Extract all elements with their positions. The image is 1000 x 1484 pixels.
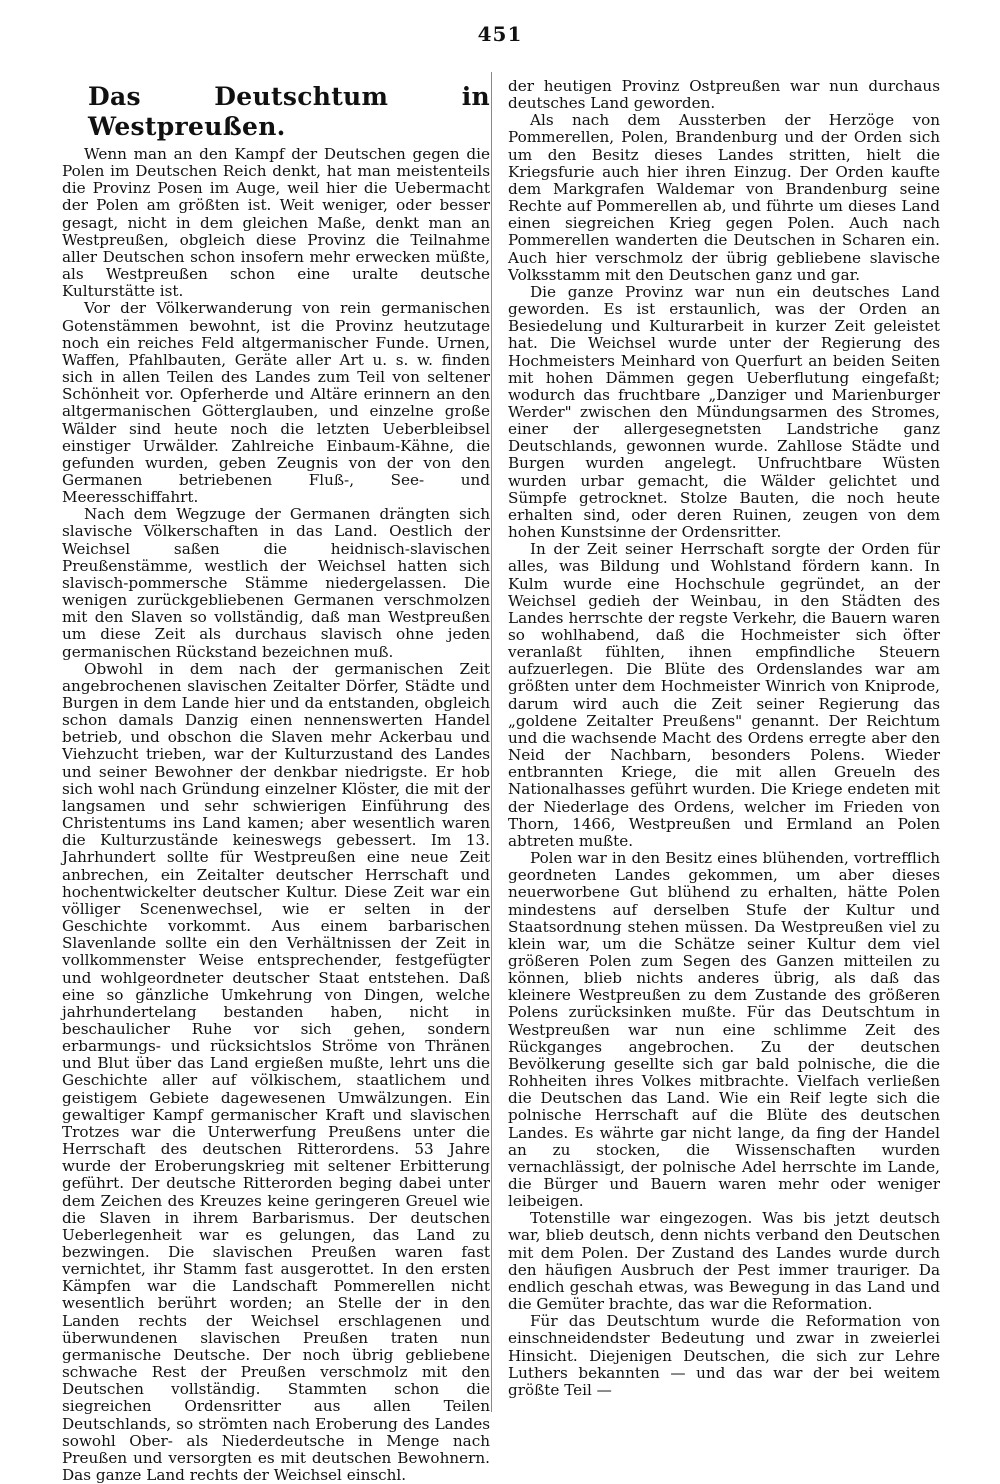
column-divider (491, 72, 492, 1412)
paragraph: In der Zeit seiner Herrschaft sorgte der Orden für alles, was Bildung und Wohlstand fördern kann. In Kulm wurde eine Hochschule gegründet, an der Weichsel gedieh der Weinbau, in den Städten des Landes herrschte der regste Verkehr, die Bauern waren so wohlhabend, daß die Hochmeister sich öfter veranlaßt fühlten, ihnen empfindliche Steuern aufzuerlegen. Die Blüte des Ordenslandes war am größten unter dem Hochmeister Winrich von Kniprode, darum wird auch die Zeit seiner Regierung das „goldene Zeitalter Preußens" genannt. Der Reichtum und die wachsende Macht des Ordens erregte aber den Neid der Nachbarn, besonders Polens. Wieder entbrannten Kriege, die mit allen Greueln des Nationalhasses geführt wurden. Die Kriege endeten mit der Niederlage des Ordens, welcher im Frieden von Thorn, 1466, Westpreußen und Ermland an Polen abtreten mußte. (508, 540, 940, 850)
paragraph: Obwohl in dem nach der germanischen Zeit angebrochenen slavischen Zeitalter Dörfer, Städte und Burgen in dem Lande hier und da entstanden, obgleich schon damals Danzig einen nennenswerten Handel betrieb, und obschon die Slaven mehr Ackerbau und Viehzucht trieben, war der Kulturzustand des Landes und seiner Bewohner der denkbar niedrigste. Er hob sich wohl nach Gründung einzelner Klöster, die mit der langsamen und sehr schwierigen Einführung des Christentums ins Land kamen; aber wesentlich waren die Kulturzustände keineswegs gebessert. Im 13. Jahrhundert sollte für Westpreußen eine neue Zeit anbrechen, ein Zeitalter deutscher Herrschaft und hochentwickelter deutscher Kultur. Diese Zeit war ein völliger Scenenwechsel, wie er selten in der Geschichte vorkommt. Aus einem barbarischen Slavenlande sollte ein den Verhältnissen der Zeit in vollkommenster Weise entsprechender, festgefügter und wohlgeordneter deutscher Staat entstehen. Daß eine so gänzliche Umkehrung von Dingen, welche jahrhundertelang bestanden haben, nicht in beschaulicher Ruhe vor sich gehen, sondern erbarmungs- und rücksichtslos Ströme von Thränen und Blut über das Land ergießen mußte, lehrt uns die Geschichte aller auf völkischem, staatlichem und geistigem Gebiete dagewesenen Umwälzungen. Ein gewaltiger Kampf germanischer Kraft und slavischen Trotzes war die Unterwerfung Preußens unter die Herrschaft des deutschen Ritterordens. 53 Jahre wurde der Eroberungskrieg mit seltener Erbitterung geführt. Der deutsche Ritterorden beging dabei unter dem Zeichen des Kreuzes keine geringeren Greuel wie die Slaven in ihrem Barbarismus. Der deutschen Ueberlegenheit war es gelungen, das Land zu bezwingen. Die slavischen Preußen waren fast vernichtet, ihr Stamm fast ausgerottet. In den ersten Kämpfen war die Landschaft Pommerellen nicht wesentlich berührt worden; an Stelle der in den Landen rechts der Weichsel erschlagenen und überwundenen slavischen Preußen traten nun germanische Deutsche. Der noch übrig gebliebene schwache Rest der Preußen verschmolz mit den Deutschen vollständig. Stammten schon die siegreichen Ordensritter aus allen Teilen Deutschlands, so strömten nach Eroberung des Landes sowohl Ober- als Niederdeutsche in Menge nach Preußen und versorgten es mit deutschen Bewohnern. Das ganze Land rechts der Weichsel einschl. (62, 659, 490, 1484)
paragraph: Polen war in den Besitz eines blühenden, vortrefflich geordneten Landes gekommen, um aber dieses neuerworbene Gut blühend zu erhalten, hätte Polen mindestens auf derselben Stufe der Kultur und Staatsordnung stehen müssen. Da Westpreußen viel zu klein war, um die Schätze seiner Kultur dem viel größeren Polen zum Segen des Ganzen mitteilen zu können, blieb nichts anderes übrig, als daß das kleinere Westpreußen zu dem Zustande des größeren Polens zurücksinken mußte. Für das Deutschtum in Westpreußen war nun eine schlimme Zeit des Rückganges angebrochen. Zu der deutschen Bevölkerung gesellte sich gar bald polnische, die die Rohheiten ihres Volkes mitbrachte. Vielfach verließen die Deutschen das Land. Wie ein Reif legte sich die polnische Herrschaft auf die Blüte des deutschen Landes. Es währte gar nicht lange, da fing der Handel an zu stocken, die Wissenschaften wurden vernachlässigt, der polnische Adel herrschte im Lande, die Bürger und Bauern waren mehr oder weniger leibeigen. (508, 849, 940, 1211)
paragraph: Vor der Völkerwanderung von rein germanischen Gotenstämmen bewohnt, ist die Provinz heutzutage noch ein reiches Feld altgermanischer Funde. Urnen, Waffen, Pfahlbauten, Geräte aller Art u. s. w. finden sich in allen Teilen des Landes zum Teil von seltener Schönheit vor. Opferherde und Altäre erinnern an den altgermanischen Götterglauben, und einzelne große Wälder sind heute noch die letzten Ueberbleibsel einstiger Urwälder. Zahlreiche Einbaum-Kähne, die gefunden wurden, geben Zeugnis von der von den Germanen betriebenen Fluß-, See- und Meeresschiffahrt. (62, 299, 490, 507)
paragraph: Für das Deutschtum wurde die Reformation von einschneidendster Bedeutung und zwar in zweierlei Hinsicht. Diejenigen Deutschen, die sich zur Lehre Luthers bekannten — und das war der bei weitem größte Teil — (508, 1312, 940, 1399)
article-title: Das Deutschtum in Westpreußen. (88, 82, 490, 141)
paragraph: Totenstille war eingezogen. Was bis jetzt deutsch war, blieb deutsch, denn nichts verband den Deutschen mit dem Polen. Der Zustand des Landes wurde durch den häufigen Ausbruch der Pest immer trauriger. Da endlich geschah etwas, was Bewegung in das Land und die Gemüter brachte, das war die Reformation. (508, 1209, 940, 1314)
paragraph: Die ganze Provinz war nun ein deutsches Land geworden. Es ist erstaunlich, was der Orden an Besiedelung und Kulturarbeit in kurzer Zeit geleistet hat. Die Weichsel wurde unter der Regierung des Hochmeisters Meinhard von Querfurt an beiden Seiten mit hohen Dämmen gegen Ueberflutung eingefaßt; wodurch das fruchtbare „Danziger und Marienburger Werder" zwischen den Mündungsarmen des Stromes, einer der allergesegnetsten Landstriche ganz Deutschlands, gewonnen wurde. Zahllose Städte und Burgen wurden angelegt. Unfruchtbare Wüsten wurden urbar gemacht, die Wälder gelichtet und Sümpfe getrocknet. Stolze Bauten, die noch heute erhalten sind, oder deren Ruinen, zeugen von dem hohen Kunstsinne der Ordensritter. (508, 282, 940, 542)
page-number: 451 (477, 22, 523, 46)
left-column (62, 82, 490, 1484)
right-column (508, 78, 940, 1399)
paragraph: Nach dem Wegzuge der Germanen drängten sich slavische Völkerschaften in das Land. Oestlich der Weichsel saßen die heidnisch-slavischen Preußenstämme, westlich der Weichsel hatten sich slavisch-pommersche Stämme niedergelassen. Die wenigen zurückgebliebenen Germanen verschmolzen mit den Slaven so vollständig, daß man Westpreußen um diese Zeit als durchaus slavisch ohne jeden germanischen Rückstand bezeichnen muß. (62, 505, 490, 661)
paragraph: Wenn man an den Kampf der Deutschen gegen die Polen im Deutschen Reich denkt, hat man meistenteils die Provinz Posen im Auge, weil hier die Uebermacht der Polen am größten ist. Weit weniger, oder besser gesagt, nicht in dem gleichen Maße, denkt man an Westpreußen, obgleich diese Provinz die Teilnahme aller Deutschen schon insofern mehr erwecken müßte, als Westpreußen schon eine uralte deutsche Kulturstätte ist. (62, 145, 490, 301)
paragraph: Als nach dem Aussterben der Herzöge von Pommerellen, Polen, Brandenburg und der Orden sich um den Besitz dieses Landes stritten, hielt die Kriegsfurie auch hier ihren Einzug. Der Orden kaufte dem Markgrafen Waldemar von Brandenburg seine Rechte auf Pommerellen ab, und führte um dieses Land einen siegreichen Krieg gegen Polen. Auch nach Pommerellen wanderten die Deutschen in Scharen ein. Auch hier verschmolz der übrig gebliebene slavische Volksstamm mit den Deutschen ganz und gar. (508, 111, 940, 284)
paragraph: der heutigen Provinz Ostpreußen war nun durchaus deutsches Land geworden. (508, 77, 940, 113)
